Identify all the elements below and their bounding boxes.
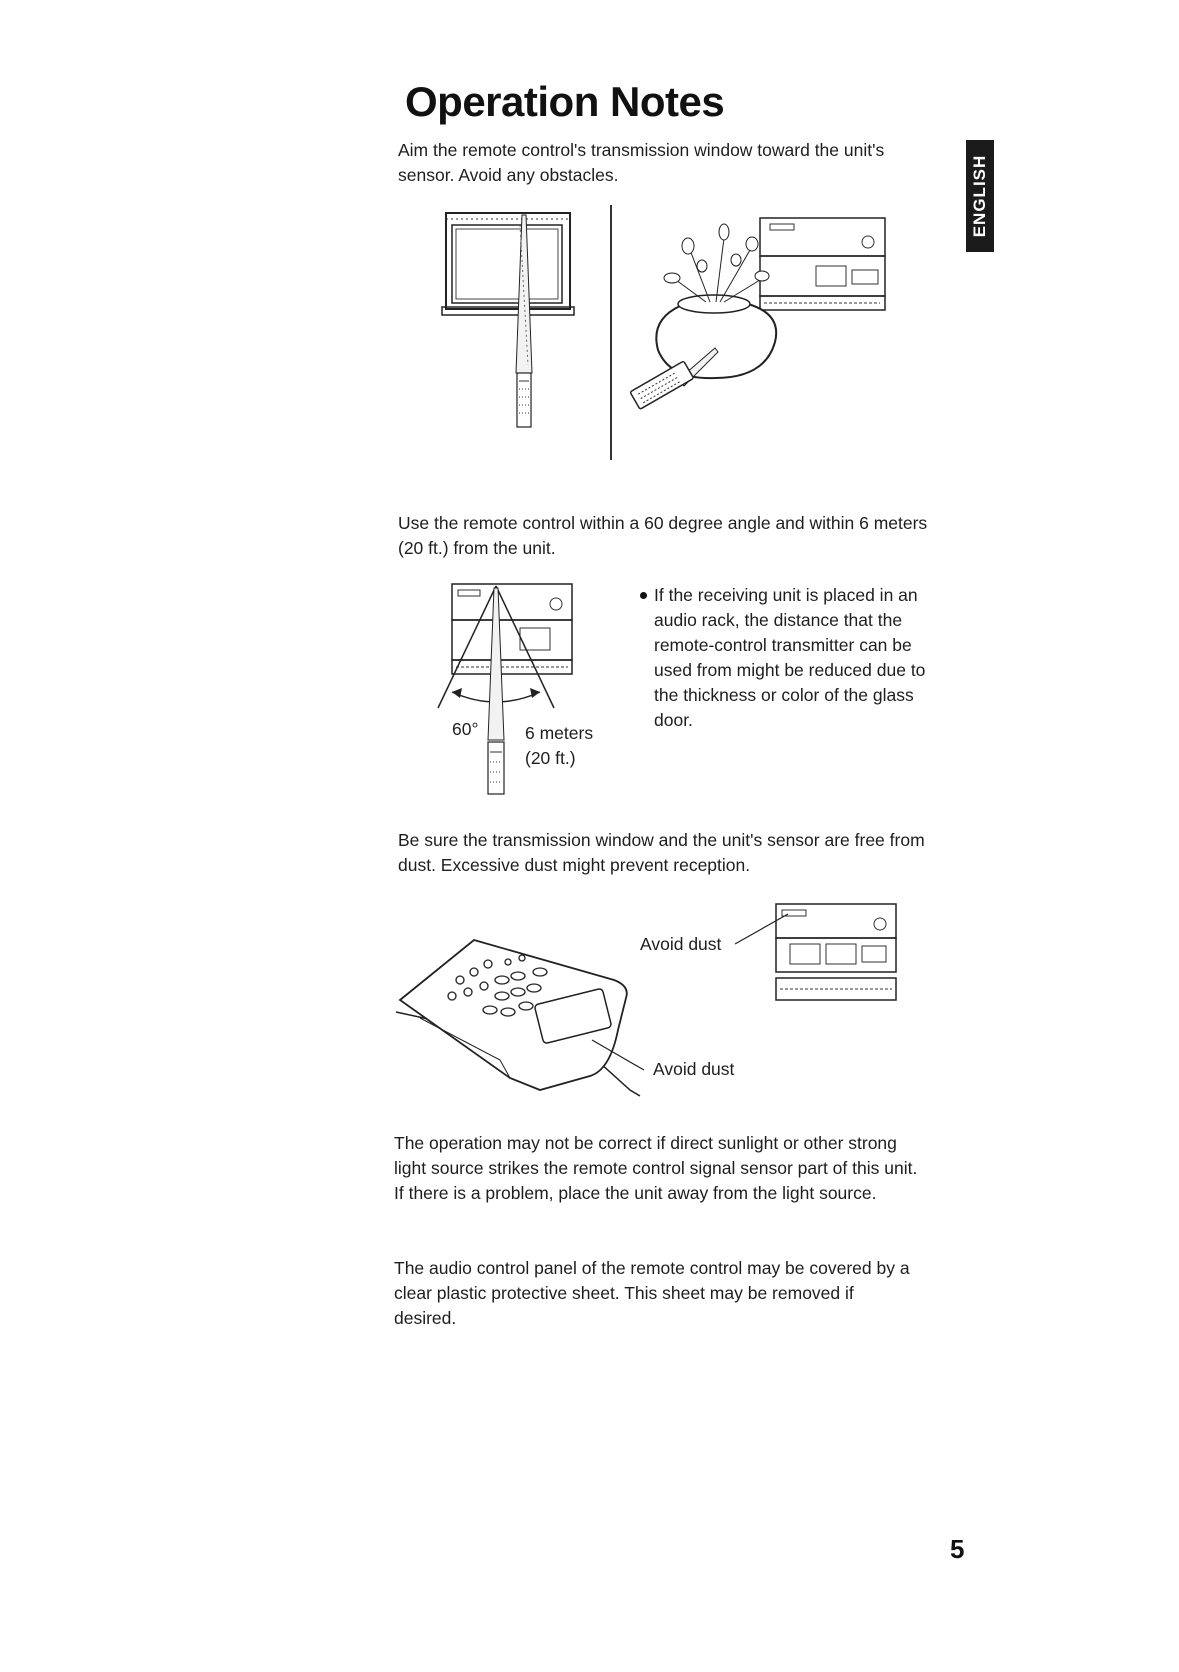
language-tab-label: ENGLISH — [970, 154, 989, 238]
avoid-dust-unit-label: Avoid dust — [640, 934, 722, 954]
page-number: 5 — [950, 1534, 965, 1564]
avoid-dust-remote-label: Avoid dust — [653, 1059, 735, 1079]
vase-obstacle-illustration — [620, 210, 900, 430]
sunlight-paragraph: The operation may not be correct if direct sunlight or other strong light source strikes the remote control signal sensor part of this unit. If there is a problem, place the unit away from the light source. — [394, 1133, 918, 1203]
dust-paragraph: Be sure the transmission window and the unit's sensor are free from dust. Excessive dust might prevent reception. — [398, 830, 925, 875]
angle-paragraph: Use the remote control within a 60 degree angle and within 6 meters (20 ft.) from the unit. — [398, 513, 928, 558]
illustration-divider — [610, 205, 612, 460]
angle-label: 60° — [452, 719, 479, 739]
distance-label-meters: 6 meters — [525, 723, 594, 743]
language-tab — [966, 140, 994, 252]
rack-note-item: If the receiving unit is placed in an audio rack, the distance that the remote-control transmitter can be used from might be reduced due to the thickness or color of the glass door. — [640, 583, 940, 733]
page-title: Operation Notes — [405, 78, 725, 125]
rack-note-list — [640, 583, 940, 733]
avoid-dust-illustration — [390, 900, 910, 1100]
tv-remote-illustration — [440, 205, 600, 435]
protective-sheet-paragraph: The audio control panel of the remote control may be covered by a clear plastic protective sheet. This sheet may be removed if desired. — [394, 1258, 910, 1328]
distance-label-feet: (20 ft.) — [525, 748, 576, 768]
aim-paragraph: Aim the remote control's transmission window toward the unit's sensor. Avoid any obstacles. — [398, 140, 885, 185]
